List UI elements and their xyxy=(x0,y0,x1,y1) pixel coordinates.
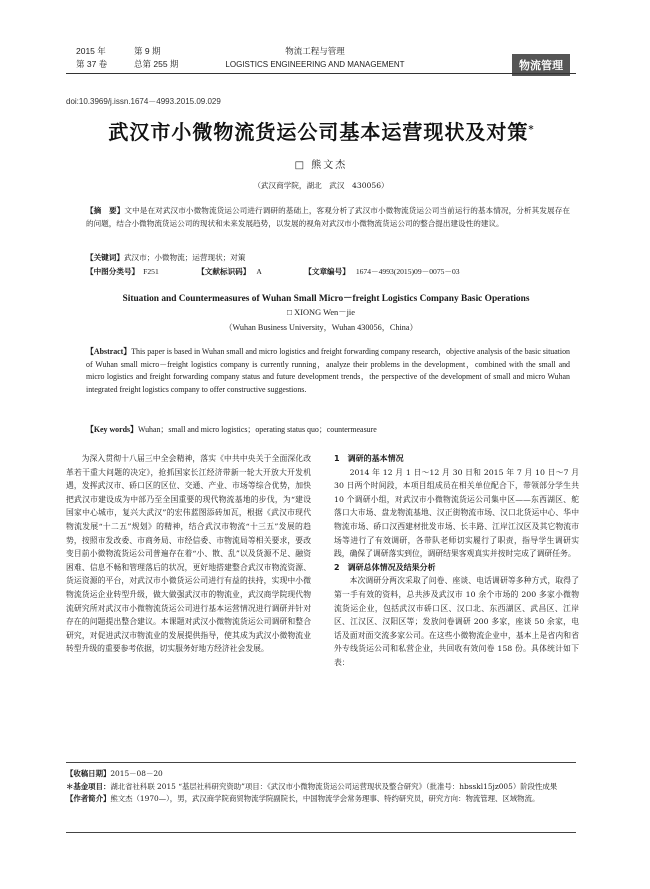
title-en: Situation and Countermeasures of Wuhan Small Micro－freight Logistics Company Basic Operations xyxy=(122,294,530,304)
abstract-en-text: This paper is based in Wuhan small and micro logistics and freight forwarding company research，objective analysis of the basic situation of Wuhan small micro－freight logistics company is currently running，analyze their problems in the development，combined with the small and micro logistics and freight forwarding company status and future development trends，the perspective of the development of small and micro Wuhan integrated freight logistics company to offer constructive suggestions. xyxy=(86,347,570,394)
header-journal-en: LOGISTICS ENGINEERING AND MANAGEMENT xyxy=(225,60,405,69)
affiliation-en: （Wuhan Business University，Wuhan 430056，China） xyxy=(224,323,418,332)
author-bio-value: 熊文杰（1970—），男，武汉商学院商贸物流学院副院长，中国物流学会常务理事、特约研究员，研究方向：物流管理、区域物流。 xyxy=(110,794,540,803)
left-column xyxy=(66,452,311,656)
section-heading-1: 1 调研的基本情况 xyxy=(334,454,404,463)
clc-value: F251 xyxy=(143,267,159,276)
title-footnote-mark: * xyxy=(528,124,534,136)
header-journal-cn: 物流工程与管理 xyxy=(285,46,345,56)
doi: doi:10.3969/j.issn.1674－4993.2015.09.029 xyxy=(66,97,221,106)
footnote-block xyxy=(66,768,576,806)
keywords-en-label: 【Key words】 xyxy=(86,425,138,434)
header-issue: 第 9 期 xyxy=(134,46,161,56)
header-volume: 第 37 卷 xyxy=(76,59,108,69)
author-bio-label: 【作者简介】 xyxy=(66,794,111,803)
header-year: 2015 年 xyxy=(76,46,106,56)
author-bio xyxy=(66,793,576,806)
author-en: □ XIONG Wen－jie xyxy=(287,308,355,317)
abstract-cn-label: 【摘 要】 xyxy=(86,206,125,215)
classification-line xyxy=(86,266,570,279)
section-heading-2: 2 调研总体情况及结果分析 xyxy=(334,562,436,572)
abstract-cn-text: 文中是在对武汉市小微物流货运公司进行调研的基础上，客观分析了武汉市小微物流货运公司当前运行的基本情况，分析其发展存在的问题，结合小微物流货运公司的现状和未来发展趋势，以发展的视角对武汉市小微物流货运公司的整合提出建设性的建议。 xyxy=(86,206,570,228)
left-column-text: 为深入贯彻十八届三中全会精神，落实《中共中央关于全面深化改革若干重大问题的决定》，抢抓国家长江经济带新一轮大开放大开发机遇，发挥武汉市、硚口区的区位、交通、产业、市场等综合优势，加快把武汉市建设成为中部乃至全国重要的现代物流基地的步伐，为“建设国家中心城市，复兴大武汉”的宏伟蓝图添砖加瓦，根据《武汉市现代物流发展“十二五”规划》的精神，结合武汉市物流“十三五”发展的趋势，按照市发改委、市商务局、市经信委、市物流局等相关要求，要改变目前小微物流货运公司普遍存在着“小、散、乱”以及货源不足、融资困难、信息不畅和管理落后的状况，更好地搭建整合武汉市物流资源、货运资源的平台，对武汉市小微货运公司进行有益的扶持，实现中小微物流货运企业转型升级，做大做强武汉市的物流业，武汉商学院现代物流研究所对武汉市小微物流货运公司进行基本运营情况进行调研并针对存在的问题提出整合建议。本课题对武汉小微物流货运公司调研和整合研究，对促进武汉市物流业的发展提供指导，使其成为武汉小微物流业转型升级的重要参考依据，切实服务好地方经济社会发展。 xyxy=(66,454,311,654)
keywords-en xyxy=(86,424,570,435)
fund-info xyxy=(66,781,576,794)
doc-code-label: 【文献标识码】 xyxy=(197,267,251,276)
article-no-value: 1674－4993(2015)09－0075－03 xyxy=(355,267,460,276)
keywords-en-text: Wuhan；small and micro logistics；operating status quo；countermeasure xyxy=(137,425,377,434)
affiliation-cn: （武汉商学院，湖北 武汉 430056） xyxy=(253,181,389,190)
fund-label: ＊基金项目： xyxy=(66,781,111,791)
abstract-cn xyxy=(86,205,570,230)
footnote-bottom-rule xyxy=(66,832,576,833)
received-date xyxy=(66,768,576,781)
author-cn: □ 熊文杰 xyxy=(294,160,348,171)
keywords-cn-text: 武汉市；小微物流；运营现状；对策 xyxy=(123,253,246,262)
received-value: 2015－08－20 xyxy=(110,769,163,778)
article-no-label: 【文章编号】 xyxy=(304,267,350,276)
title-cn-wrap xyxy=(66,116,576,145)
header-rule xyxy=(66,73,576,74)
abstract-en-label: 【Abstract】 xyxy=(86,347,132,356)
right-column xyxy=(334,452,579,670)
keywords-cn xyxy=(86,252,570,265)
keywords-cn-label: 【关键词】 xyxy=(86,253,124,262)
abstract-en xyxy=(86,346,570,396)
section-1-text: 2014 年 12 月 1 日～12 月 30 日和 2015 年 7 月 10 日～7 月 30 日两个时间段，本项目组成员在相关单位配合下，带领部分学生共 10 个调研小组，对武汉市小微物流货运公司集中区——东西湖区、舵落口大市场、盘龙物流基地、汉正街物流市场、汉口北货运中心、华中物流市场、硚口汉西建材批发市场、长丰路、江岸江汉区及其它物流市场等进行了有效调研，各带队老师切实履行了职责，指导学生调研实践，确保了调研落实到位，调研结果客观真实并按时完成了调研任务。 xyxy=(334,467,579,559)
header-issue-total: 总第 255 期 xyxy=(134,59,179,69)
fund-value: 湖北省社科联 2015 “基层社科研究资助”项目：《武汉市小微物流货运公司运营现状及整合研究》（批准号：hbsskl15jz005）阶段性成果 xyxy=(110,781,558,791)
title-cn: 武汉市小微物流货运公司基本运营现状及对策 xyxy=(108,120,529,144)
clc-label: 【中图分类号】 xyxy=(86,267,140,276)
footnote-rule xyxy=(66,762,576,763)
section-2-text: 本次调研分两次采取了问卷、座谈、电话调研等多种方式，取得了第一手有效的资料，总共涉及武汉市 10 余个市场的 200 多家小微物流货运企业，包括武汉市硚口区、汉口北、东西湖区、武昌区、江岸区、江汉区、汉阳区等；发放问卷调研 200 多家，座谈 50 余家，电话及面对面交流多家公司。在这些小微物流企业中，基本上是省内和省外专线货运公司和私营企业，共回收有效问卷 158 份。具体统计如下表： xyxy=(334,576,579,667)
received-label: 【收稿日期】 xyxy=(66,769,111,778)
section-tag: 物流管理 xyxy=(512,54,570,76)
doc-code-value: A xyxy=(256,267,262,276)
